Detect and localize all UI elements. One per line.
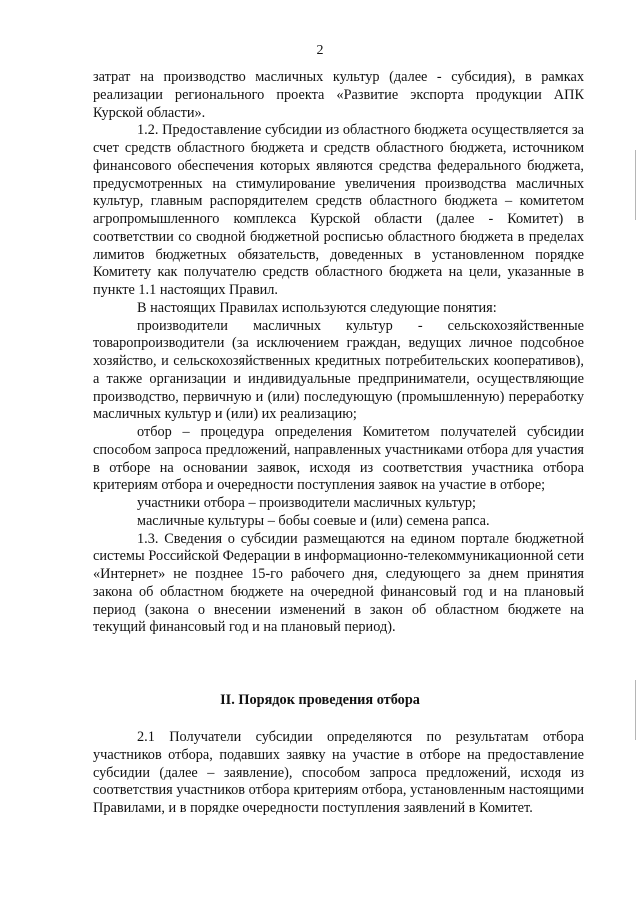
scan-edge-mark: [635, 150, 636, 220]
body-text-section-2: [93, 729, 584, 818]
paragraph-1-2: 1.2. Предоставление субсидии из областного бюджета осуществляется за счет средств областного бюджета и средств областного бюджета, источником финансового обеспечения которых являются средства федерального бюджета, предусмотренных на стимулирование увеличения производства масличных культур, главным распорядителем средств областного бюджета – комитетом агропромышленного комплекса Курской области (далее - Комитет) в соответствии со сводной бюджетной росписью областного бюджета в пределах лимитов бюджетных обязательств, доведенных в установленном порядке Комитету как получателю средств областного бюджета на цели, указанные в пункте 1.1 настоящих Правил.: [93, 122, 584, 298]
paragraph-definitions-intro: В настоящих Правилах используются следующие понятия:: [137, 299, 497, 316]
paragraph-definition-crops: масличные культуры – бобы соевые и (или) семена рапса.: [137, 512, 490, 529]
paragraph-2-1: 2.1 Получатели субсидии определяются по результатам отбора участников отбора, подавших заявку на участие в отборе на предоставление субсидии (далее – заявление), способом запроса предложений, исходя из соответствия участников отбора критериям отбора, установленным настоящими Правилами, и в порядке очередности поступления заявлений в Комитет.: [93, 729, 584, 816]
section-heading: II. Порядок проведения отбора: [220, 692, 420, 708]
paragraph-definition-selection: отбор – процедура определения Комитетом получателей субсидии способом запроса предложений, направленных участниками отбора для участия в отборе на основании заявок, исходя из соответствия участника отбора критериям отбора и очередности поступления заявок на участие в отборе;: [93, 424, 584, 494]
paragraph-definition-participants: участники отбора – производители масличных культур;: [137, 495, 476, 511]
scan-edge-mark: [635, 680, 636, 740]
paragraph-definition-producers: производители масличных культур - сельскохозяйственные товаропроизводители (за исключением граждан, ведущих личное подсобное хозяйство, и сельскохозяйственных кредитных потребительских кооперативов), а также организации и индивидуальные предприниматели, осуществляющие производство, первичную и (или) последующую (промышленную) переработку масличных культур и (или) их реализацию;: [93, 317, 584, 423]
paragraph-1-3: 1.3. Сведения о субсидии размещаются на едином портале бюджетной системы Российской Федерации в информационно-телекоммуникационной сети «Интернет» не позднее 15-го рабочего дня, следующего за днем принятия закона об областном бюджете на очередной финансовый год и на плановый период (закона о внесении изменений в закон об областном бюджете на текущий финансовый год и на плановый период).: [93, 530, 584, 636]
body-text-section-1: [93, 69, 584, 637]
page-number: 2: [316, 43, 324, 58]
paragraph-subsidy-intro: затрат на производство масличных культур (далее - субсидия), в рамках реализации регионального проекта «Развитие экспорта продукции АПК Курской области».: [93, 69, 584, 121]
